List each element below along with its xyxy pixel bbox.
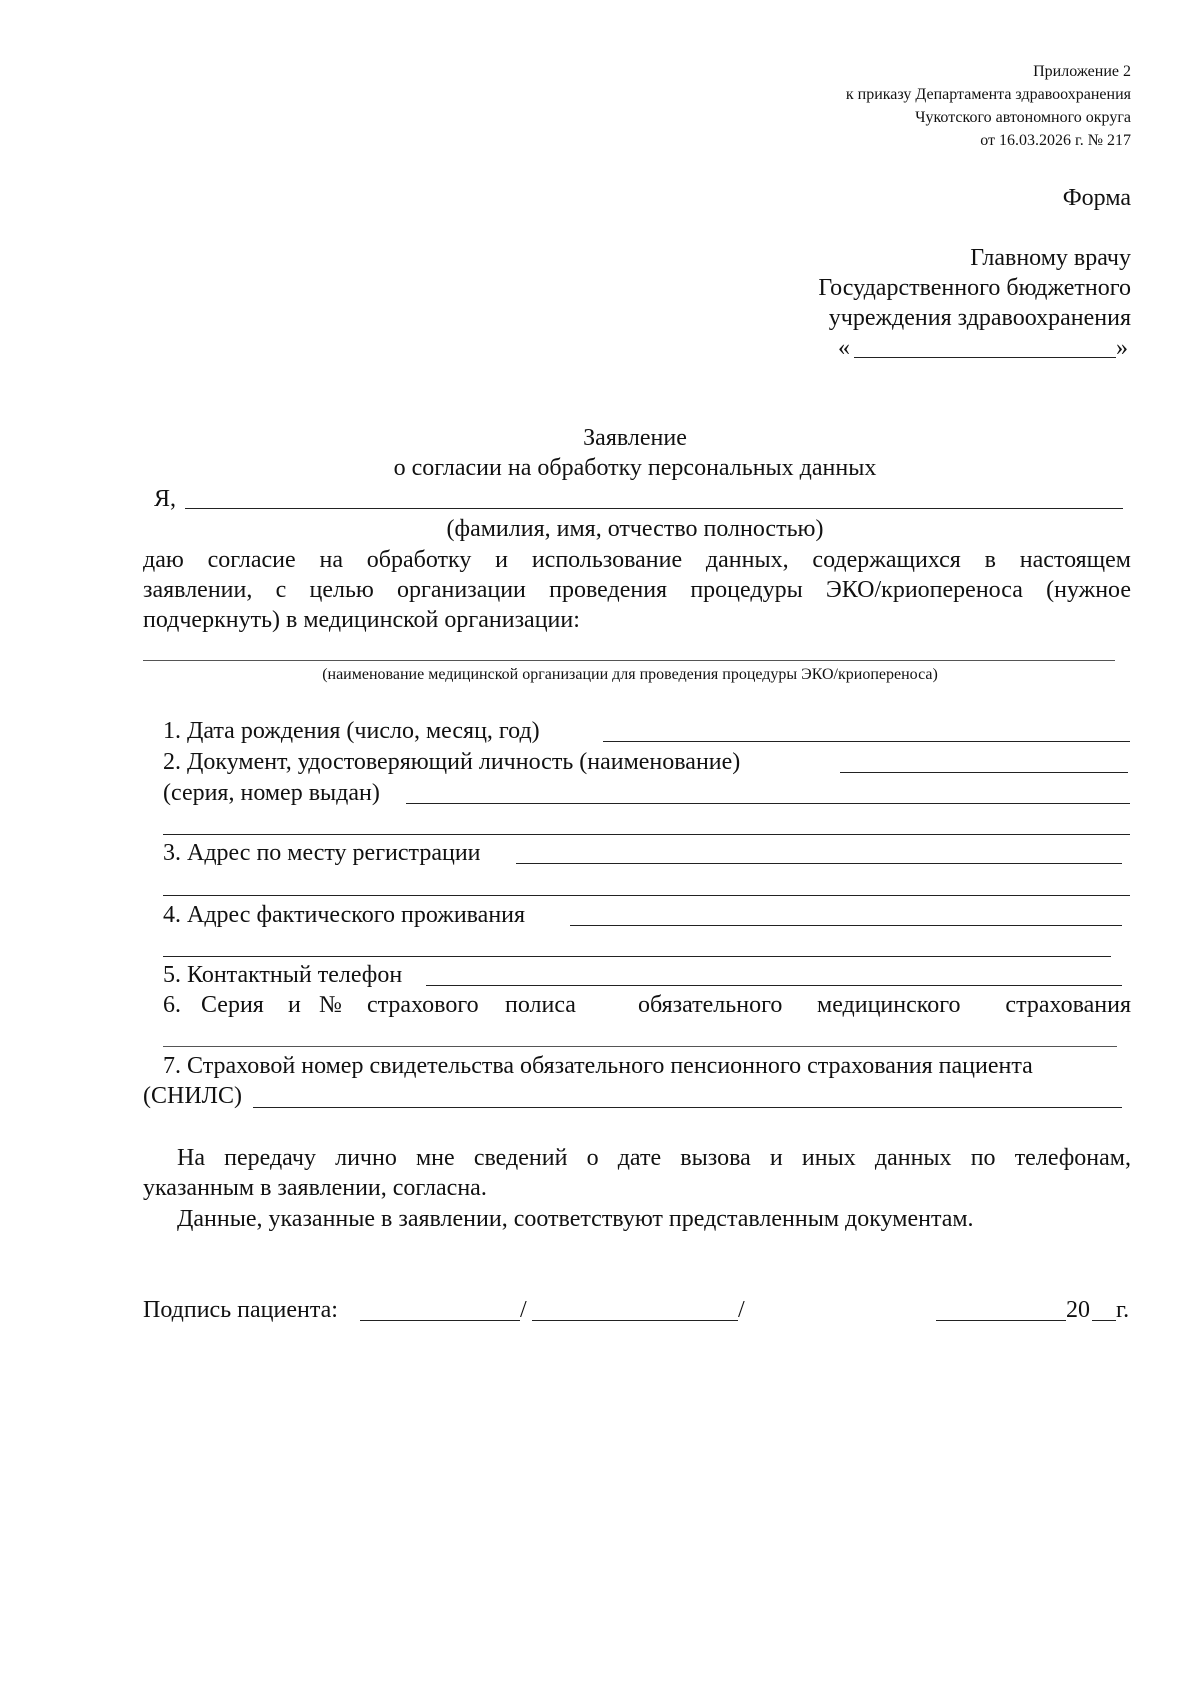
actual-address-field[interactable] [570,925,1122,926]
id-document-label: 2. Документ, удостоверяющий личность (наименование) [163,749,741,775]
id-series-field[interactable] [406,803,1130,804]
snils-label-line-1: 7. Страховой номер свидетельства обязательного пенсионного страхования пациента [163,1053,1033,1079]
phone-field[interactable] [426,985,1122,986]
birth-date-label: 1. Дата рождения (число, месяц, год) [163,718,540,744]
signature-slash-2: / [738,1297,745,1323]
reg-address-field-continued[interactable] [163,895,1130,896]
consent-line-2: заявлении, с целью организации проведения процедуры ЭКО/криопереноса (нужное [143,577,1131,603]
addressee-line-2: Государственного бюджетного [818,275,1131,301]
applicant-name-field[interactable] [185,508,1123,509]
appendix-line-2: к приказу Департамента здравоохранения [845,86,1131,103]
appendix-line-3: Чукотского автономного округа [915,109,1131,126]
applicant-hint: (фамилия, имя, отчество полностью) [446,516,824,542]
id-series-label: (серия, номер выдан) [163,780,380,806]
applicant-prefix: Я, [154,486,177,512]
date-field[interactable] [936,1320,1066,1321]
documents-statement: Данные, указанные в заявлении, соответствуют представленным документам. [177,1206,974,1232]
appendix-line-4: от 16.03.2026 г. № 217 [980,132,1131,149]
phone-label: 5. Контактный телефон [163,962,403,988]
form-label: Форма [1062,185,1131,211]
id-document-field[interactable] [840,772,1128,773]
policy-label-word-6: обязательного [638,992,783,1018]
birth-date-field[interactable] [603,741,1130,742]
policy-label-word-2: и [288,992,301,1018]
medical-org-field[interactable] [143,660,1115,661]
consent-line-1: даю согласие на обработку и использование данных, содержащихся в настоящем [143,547,1131,573]
year-prefix: 20 [1066,1297,1090,1323]
year-suffix: г. [1116,1297,1130,1323]
reg-address-label: 3. Адрес по месту регистрации [163,840,481,866]
signature-field[interactable] [360,1320,520,1321]
quote-open: « [838,335,850,361]
doc-subtitle: о согласии на обработку персональных данных [393,455,877,481]
policy-label-word-1: Серия [201,992,264,1018]
quote-close: » [1116,335,1128,361]
appendix-line-1: Приложение 2 [1033,63,1131,80]
addressee-line-1: Главному врачу [970,245,1131,271]
transfer-line-1: На передачу лично мне сведений о дате вызова и иных данных по телефонам, [177,1145,1131,1171]
consent-line-3: подчеркнуть) в медицинской организации: [143,607,580,633]
policy-label-word-4: страхового [367,992,479,1018]
policy-label-word-8: страхования [1005,992,1131,1018]
actual-address-label: 4. Адрес фактического проживания [163,902,526,928]
addressee-line-3: учреждения здравоохранения [828,305,1131,331]
transfer-line-2: указанным в заявлении, согласна. [143,1175,487,1201]
signature-label: Подпись пациента: [143,1297,338,1323]
snils-field[interactable] [253,1107,1122,1108]
reg-address-field[interactable] [516,863,1122,864]
medical-org-hint: (наименование медицинской организации для проведения процедуры ЭКО/криопереноса) [322,666,938,683]
signature-name-field[interactable] [532,1320,738,1321]
snils-label-line-2: (СНИЛС) [143,1083,242,1109]
policy-field[interactable] [163,1046,1117,1047]
id-series-field-continued[interactable] [163,834,1130,835]
actual-address-field-continued[interactable] [163,956,1111,957]
policy-label-word-5: полиса [505,992,576,1018]
signature-slash-1: / [520,1297,527,1323]
year-field[interactable] [1092,1320,1116,1321]
policy-label-word-7: медицинского [817,992,961,1018]
institution-name-field[interactable] [854,357,1116,358]
doc-title: Заявление [583,425,687,451]
policy-label-num: 6. [163,992,181,1018]
policy-label-word-3: № [319,992,342,1018]
